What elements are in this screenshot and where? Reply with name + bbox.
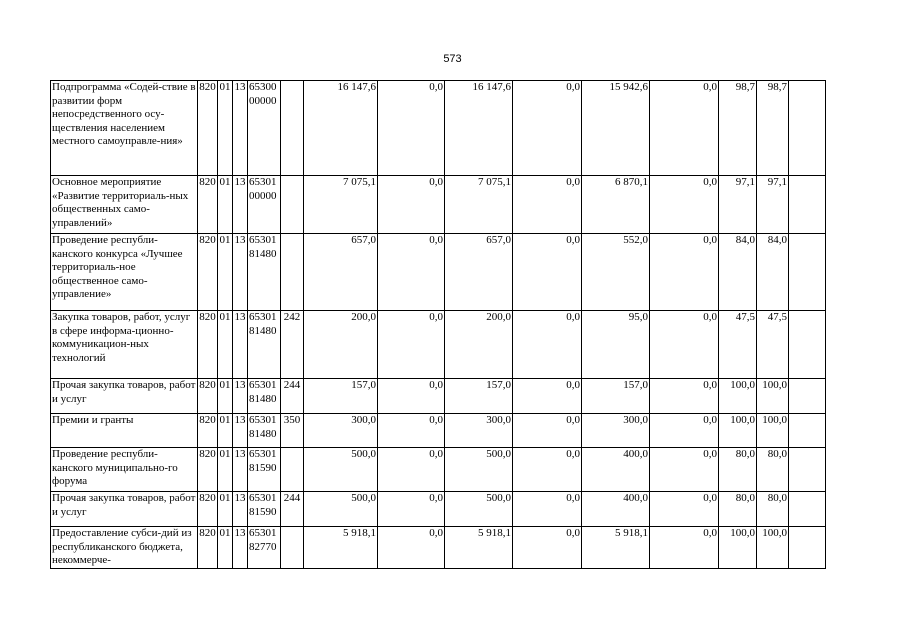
cell-grbs: 820	[198, 176, 218, 234]
cell-subsection: 13	[233, 527, 248, 569]
cell-section: 01	[218, 311, 233, 379]
cell-value: 0,0	[513, 414, 582, 448]
cell-subsection: 13	[233, 492, 248, 527]
cell-value: 0,0	[650, 527, 719, 569]
cell-empty	[789, 414, 826, 448]
cell-value: 16 147,6	[445, 81, 513, 176]
cell-target-item: 65300 00000	[248, 81, 281, 176]
cell-value: 7 075,1	[445, 176, 513, 234]
cell-percent: 80,0	[719, 448, 757, 492]
cell-target-item: 65301 82770	[248, 527, 281, 569]
cell-grbs: 820	[198, 379, 218, 414]
cell-target-item: 65301 81480	[248, 234, 281, 311]
cell-target-item: 65301 81590	[248, 492, 281, 527]
cell-value: 0,0	[378, 176, 445, 234]
cell-value: 0,0	[650, 311, 719, 379]
cell-value: 15 942,6	[582, 81, 650, 176]
cell-empty	[789, 81, 826, 176]
cell-section: 01	[218, 379, 233, 414]
cell-value: 300,0	[445, 414, 513, 448]
cell-value: 0,0	[513, 492, 582, 527]
cell-subsection: 13	[233, 81, 248, 176]
cell-value: 16 147,6	[304, 81, 378, 176]
cell-target-item: 65301 81480	[248, 311, 281, 379]
cell-percent: 100,0	[719, 379, 757, 414]
cell-grbs: 820	[198, 81, 218, 176]
cell-expense-type: 350	[281, 414, 304, 448]
table-row	[51, 527, 826, 569]
cell-expense-type	[281, 527, 304, 569]
cell-subsection: 13	[233, 379, 248, 414]
cell-value: 157,0	[445, 379, 513, 414]
cell-value: 0,0	[513, 81, 582, 176]
cell-percent: 84,0	[719, 234, 757, 311]
cell-value: 500,0	[445, 448, 513, 492]
cell-value: 0,0	[650, 414, 719, 448]
cell-section: 01	[218, 176, 233, 234]
cell-value: 300,0	[582, 414, 650, 448]
cell-value: 95,0	[582, 311, 650, 379]
cell-name: Подпрограмма «Содей-ствие в развитии форм непосредственного осу-ществления населением местного самоуправле-ния»	[51, 81, 198, 176]
cell-value: 0,0	[513, 176, 582, 234]
cell-grbs: 820	[198, 414, 218, 448]
table-body	[51, 81, 826, 569]
cell-value: 0,0	[650, 448, 719, 492]
cell-expense-type: 244	[281, 492, 304, 527]
cell-value: 157,0	[304, 379, 378, 414]
cell-subsection: 13	[233, 311, 248, 379]
cell-value: 500,0	[304, 448, 378, 492]
table-row	[51, 176, 826, 234]
cell-expense-type	[281, 448, 304, 492]
page-number: 573	[443, 53, 462, 65]
cell-percent: 100,0	[757, 379, 789, 414]
cell-name: Закупка товаров, работ, услуг в сфере информа-ционно-коммуникацион-ных технологий	[51, 311, 198, 379]
cell-value: 0,0	[513, 234, 582, 311]
cell-value: 0,0	[378, 234, 445, 311]
cell-name: Проведение республи-канского муниципально-го форума	[51, 448, 198, 492]
cell-value: 0,0	[378, 379, 445, 414]
cell-section: 01	[218, 492, 233, 527]
cell-subsection: 13	[233, 414, 248, 448]
cell-empty	[789, 311, 826, 379]
cell-value: 0,0	[513, 527, 582, 569]
cell-grbs: 820	[198, 311, 218, 379]
cell-name: Предоставление субси-дий из республиканского бюджета, некоммерче-	[51, 527, 198, 569]
cell-value: 5 918,1	[445, 527, 513, 569]
cell-value: 0,0	[650, 81, 719, 176]
cell-value: 300,0	[304, 414, 378, 448]
cell-percent: 97,1	[719, 176, 757, 234]
cell-percent: 98,7	[719, 81, 757, 176]
table-row	[51, 311, 826, 379]
cell-percent: 100,0	[719, 527, 757, 569]
cell-grbs: 820	[198, 448, 218, 492]
cell-name: Премии и гранты	[51, 414, 198, 448]
cell-expense-type	[281, 234, 304, 311]
cell-value: 0,0	[650, 234, 719, 311]
cell-value: 657,0	[445, 234, 513, 311]
cell-value: 0,0	[378, 448, 445, 492]
cell-subsection: 13	[233, 176, 248, 234]
cell-value: 157,0	[582, 379, 650, 414]
cell-percent: 84,0	[757, 234, 789, 311]
cell-target-item: 65301 81480	[248, 414, 281, 448]
cell-value: 0,0	[513, 448, 582, 492]
table-row	[51, 448, 826, 492]
table-row	[51, 234, 826, 311]
cell-empty	[789, 527, 826, 569]
cell-value: 6 870,1	[582, 176, 650, 234]
cell-value: 0,0	[513, 311, 582, 379]
cell-expense-type	[281, 176, 304, 234]
cell-percent: 98,7	[757, 81, 789, 176]
cell-target-item: 65301 81480	[248, 379, 281, 414]
cell-value: 5 918,1	[304, 527, 378, 569]
cell-percent: 97,1	[757, 176, 789, 234]
budget-table	[50, 80, 826, 569]
cell-percent: 100,0	[719, 414, 757, 448]
cell-value: 0,0	[378, 527, 445, 569]
cell-percent: 80,0	[757, 492, 789, 527]
cell-value: 400,0	[582, 492, 650, 527]
cell-value: 500,0	[304, 492, 378, 527]
cell-value: 0,0	[650, 379, 719, 414]
cell-value: 552,0	[582, 234, 650, 311]
cell-name: Проведение республи-канского конкурса «Лучшее территориаль-ное общественное само-управление»	[51, 234, 198, 311]
cell-expense-type	[281, 81, 304, 176]
table-row	[51, 81, 826, 176]
cell-section: 01	[218, 527, 233, 569]
cell-percent: 47,5	[757, 311, 789, 379]
cell-percent: 100,0	[757, 527, 789, 569]
cell-percent: 80,0	[757, 448, 789, 492]
cell-value: 200,0	[445, 311, 513, 379]
cell-value: 200,0	[304, 311, 378, 379]
cell-value: 0,0	[378, 414, 445, 448]
cell-empty	[789, 379, 826, 414]
cell-value: 400,0	[582, 448, 650, 492]
cell-empty	[789, 492, 826, 527]
cell-target-item: 65301 81590	[248, 448, 281, 492]
cell-expense-type: 242	[281, 311, 304, 379]
cell-value: 0,0	[378, 311, 445, 379]
cell-expense-type: 244	[281, 379, 304, 414]
table-row	[51, 492, 826, 527]
cell-section: 01	[218, 81, 233, 176]
cell-name: Прочая закупка товаров, работ и услуг	[51, 379, 198, 414]
cell-section: 01	[218, 414, 233, 448]
cell-empty	[789, 234, 826, 311]
cell-value: 657,0	[304, 234, 378, 311]
cell-section: 01	[218, 448, 233, 492]
cell-value: 500,0	[445, 492, 513, 527]
cell-grbs: 820	[198, 234, 218, 311]
cell-value: 0,0	[378, 492, 445, 527]
cell-empty	[789, 176, 826, 234]
cell-value: 0,0	[378, 81, 445, 176]
cell-name: Прочая закупка товаров, работ и услуг	[51, 492, 198, 527]
cell-empty	[789, 448, 826, 492]
cell-percent: 47,5	[719, 311, 757, 379]
cell-grbs: 820	[198, 492, 218, 527]
cell-grbs: 820	[198, 527, 218, 569]
table-row	[51, 414, 826, 448]
cell-subsection: 13	[233, 234, 248, 311]
cell-value: 7 075,1	[304, 176, 378, 234]
cell-value: 0,0	[513, 379, 582, 414]
table-row	[51, 379, 826, 414]
cell-name: Основное мероприятие «Развитие территориаль-ных общественных само-управлений»	[51, 176, 198, 234]
cell-subsection: 13	[233, 448, 248, 492]
cell-section: 01	[218, 234, 233, 311]
cell-percent: 100,0	[757, 414, 789, 448]
cell-target-item: 65301 00000	[248, 176, 281, 234]
cell-percent: 80,0	[719, 492, 757, 527]
cell-value: 0,0	[650, 176, 719, 234]
cell-value: 0,0	[650, 492, 719, 527]
cell-value: 5 918,1	[582, 527, 650, 569]
